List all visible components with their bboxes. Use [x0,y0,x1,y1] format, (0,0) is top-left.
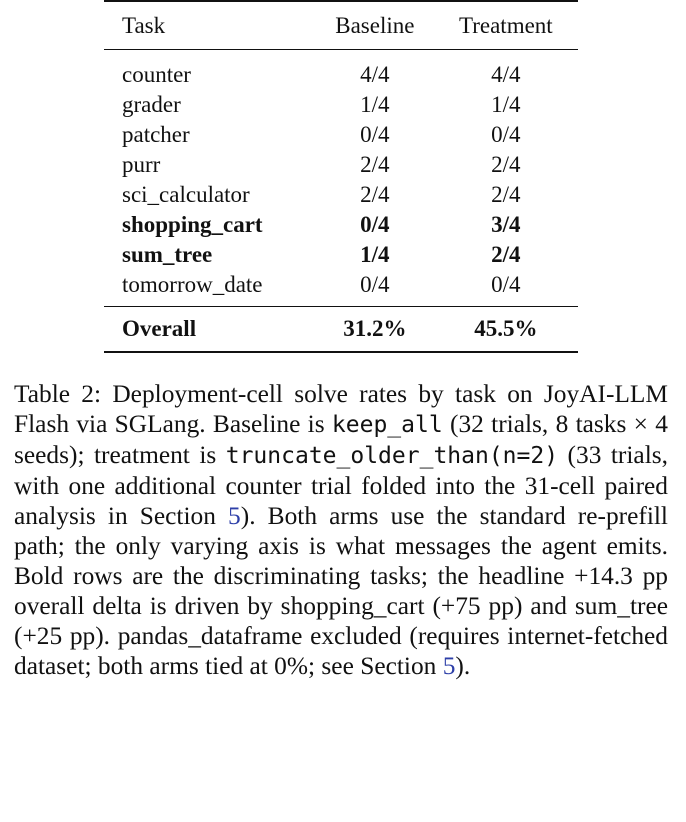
header-task: Task [122,12,166,38]
overall-treatment: 45.5% [474,316,538,341]
table-header-row [104,1,578,50]
caption-text: ). [455,652,471,680]
table-row [104,240,578,270]
treatment-cell: 2/4 [491,182,521,207]
task-cell: shopping_cart [122,212,263,237]
task-cell: purr [122,152,161,177]
results-table [104,0,578,353]
caption-text: (33 trials, with one additional counter trial folded into the 31-cell paired analysis in Section [14,441,668,530]
header-baseline: Baseline [335,12,415,38]
baseline-cell: 0/4 [360,272,390,297]
results-table-container [104,0,578,353]
baseline-cell: 0/4 [360,212,390,237]
baseline-cell: 4/4 [360,62,390,87]
table-row [104,120,578,150]
table-row [104,180,578,210]
table-row [104,270,578,307]
treatment-cell: 2/4 [491,152,521,177]
overall-baseline: 31.2% [343,316,407,341]
code-truncate-older-than: truncate_older_than(n=2) [225,443,559,469]
caption-text: (32 trials, 8 tasks × 4 seeds); treatment is [14,410,668,469]
treatment-cell: 4/4 [491,62,521,87]
treatment-cell: 3/4 [491,212,521,237]
baseline-cell: 1/4 [360,92,390,117]
section-ref-link[interactable]: 5 [228,502,241,530]
task-cell: tomorrow_date [122,272,263,297]
table-caption [14,379,668,681]
table-row [104,50,578,91]
baseline-cell: 2/4 [360,152,390,177]
treatment-cell: 1/4 [491,92,521,117]
table-row [104,150,578,180]
baseline-cell: 0/4 [360,122,390,147]
task-cell: patcher [122,122,190,147]
table-body [104,50,578,307]
task-cell: grader [122,92,181,117]
table-row [104,210,578,240]
task-cell: sum_tree [122,242,213,267]
baseline-cell: 1/4 [360,242,390,267]
code-keep-all: keep_all [331,412,443,438]
overall-label: Overall [122,316,197,341]
overall-row [104,307,578,353]
caption-text: Deployment-cell solve rates by task on JoyAI-LLM Flash via SGLang. Baseline is [14,380,668,438]
caption-label: Table 2: [14,380,102,408]
treatment-cell: 2/4 [491,242,521,267]
caption-text: ). Both arms use the standard re-prefill path; the only varying axis is what messages the agent emits. Bold rows are the discriminating tasks; the headline +14.3 pp overall delta is driven by shopping_cart (+75 pp) and sum_tree (+25 pp). pandas_dataframe excluded (requires internet-fetched dataset; both arms tied at 0%; see Section [14,502,668,680]
treatment-cell: 0/4 [491,122,521,147]
task-cell: sci_calculator [122,182,250,207]
task-cell: counter [122,62,191,87]
baseline-cell: 2/4 [360,182,390,207]
section-ref-link[interactable]: 5 [442,652,456,680]
table-row [104,90,578,120]
treatment-cell: 0/4 [491,272,521,297]
header-treatment: Treatment [458,12,553,38]
